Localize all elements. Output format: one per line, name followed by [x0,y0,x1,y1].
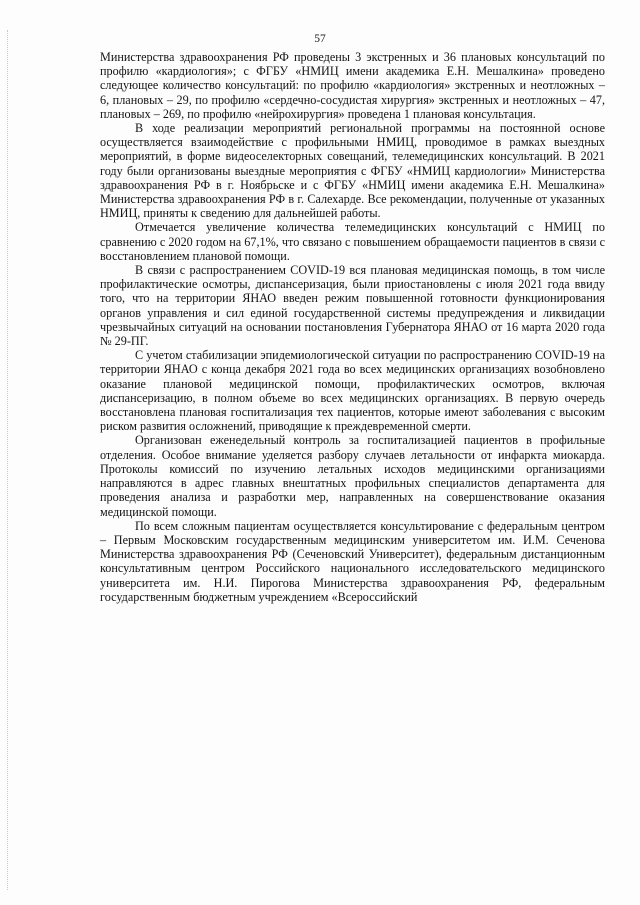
paragraph-covid-suspension: В связи с распространением COVID-19 вся плановая медицинская помощь, в том числе профилактические осмотры, диспансеризация, были приостановлены с июля 2021 года ввиду того, что на территории ЯНАО введен режим повышенной готовности функционирования органов управления и сил единой государственной системы предупреждения и ликвидации чрезвычайных ситуаций на основании постановления Губернатора ЯНАО от 16 марта 2020 года № 29-ПГ. [100,263,605,349]
paragraph-hospitalization-control: Организован еженедельный контроль за госпитализацией пациентов в профильные отделения. Особое внимание уделяется разбору случаев летальности от инфаркта миокарда. Протоколы комиссий по изучению летальных исходов медицинскими организациями направляются в адрес главных внештатных профильных специалистов департамента для проведения анализа и разработки мер, направленных на совершенствование оказания медицинской помощи. [100,433,605,519]
page-number: 57 [314,33,326,45]
paragraph-consultation-counts: Министерства здравоохранения РФ проведены 3 экстренных и 36 плановых консультаций по профилю «кардиология»; с ФГБУ «НМИЦ имени академика Е.Н. Мешалкина» проведено следующее количество консультаций: по профилю «кардиология» экстренных и неотложных – 6, плановых – 29, по профилю «сердечно-сосудистая хирургия» экстренных и неотложных – 47, плановых – 269, по профилю «нейрохирургия» проведена 1 плановая консультация. [100,50,605,121]
body-text [100,50,605,604]
paragraph-care-resumption: С учетом стабилизации эпидемиологической ситуации по распространению COVID-19 на территории ЯНАО с конца декабря 2021 года во всех медицинских организациях возобновлено оказание плановой медицинской помощи, профилактических осмотров, включая диспансеризацию, в полном объеме во всех медицинских организациях. В первую очередь восстановлена плановая госпитализация тех пациентов, которые имеют заболевания с высоким риском развития осложнений, приводящие к преждевременной смерти. [100,348,605,434]
paragraph-telemedicine-growth: Отмечается увеличение количества телемедицинских консультаций с НМИЦ по сравнению с 2020 годом на 67,1%, что связано с повышением обращаемости пациентов в связи с восстановлением плановой помощи. [100,220,605,263]
paragraph-nmic-interaction: В ходе реализации мероприятий региональной программы на постоянной основе осуществляется взаимодействие с профильными НМИЦ, проводимое в рамках выездных мероприятий, в форме видеоселекторных совещаний, телемедицинских консультаций. В 2021 году были организованы выездные мероприятия с ФГБУ «НМИЦ кардиологии» Министерства здравоохранения РФ в г. Ноябрьске и с ФГБУ «НМИЦ имени академика Е.Н. Мешалкина» Министерства здравоохранения РФ в г. Салехарде. Все рекомендации, полученные от указанных НМИЦ, приняты к сведению для дальнейшей работы. [100,121,605,221]
paragraph-federal-consulting: По всем сложным пациентам осуществляется консультирование с федеральным центром – Первым Московским государственным медицинским университетом им. И.М. Сеченова Министерства здравоохранения РФ (Сеченовский Университет), федеральным дистанционным консультативным центром Российского национального исследовательского медицинского университета им. Н.И. Пирогова Министерства здравоохранения РФ, федеральным государственным бюджетным учреждением «Всероссийский [100,518,605,604]
scan-edge-marks [7,30,9,890]
